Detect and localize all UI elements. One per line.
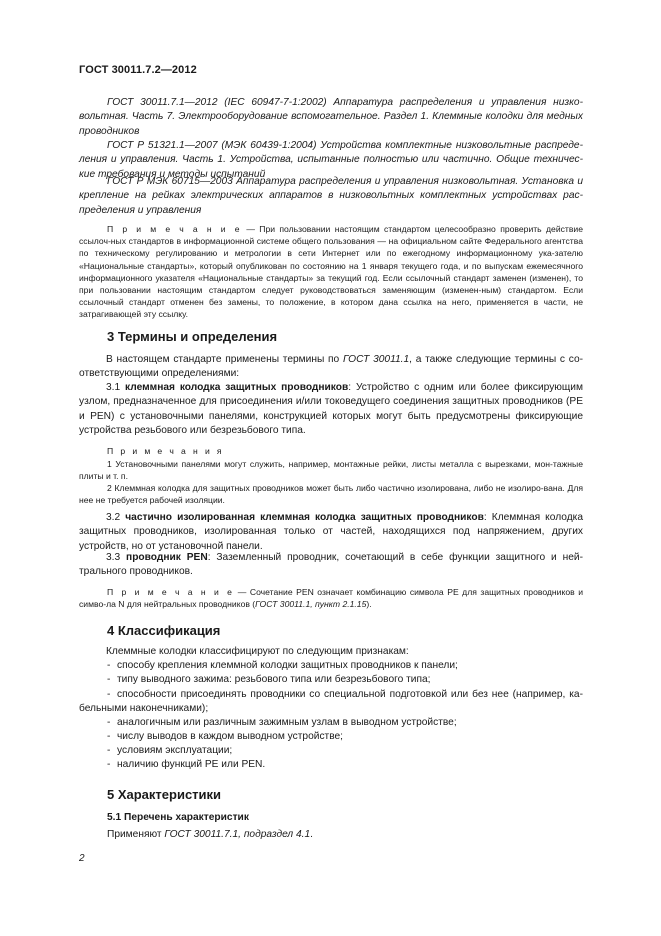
note-item: 2 Клеммная колодка для защитных проводников может быть либо частично изолирована, либо не изолиро-вана. Для нее не требуется рабочей изоляции. <box>79 483 583 506</box>
reference-item: ГОСТ Р 51321.1—2007 (МЭК 60439-1:2004) Устройства комплектные низковольтные распреде-ления и управления. Часть 1. Устройства, испытанные полностью или частично. Общие техничес-кие требования и методы испытаний <box>79 140 583 180</box>
term-name: проводник PEN <box>126 552 208 563</box>
note-text: ). <box>366 599 372 610</box>
reference-item: ГОСТ Р МЭК 60715—2003 Аппаратура распределения и управления низковольтная. Установка и крепление на рейках электрических аппаратов в низковольтных комплектных устройствах рас-пределения и управления <box>79 176 583 216</box>
note-paragraph <box>79 586 583 610</box>
list-item: способности присоединять проводники со специальной подготовкой или без нее (например, ка-бельными наконечниками); <box>79 689 583 715</box>
term-definition <box>79 381 583 438</box>
term-number: 3.2 <box>106 512 126 523</box>
bullet-marker: - <box>107 674 111 685</box>
subsection-text <box>107 828 583 842</box>
term-name: клеммная колодка защитных проводников <box>125 382 349 393</box>
notes-label <box>79 445 583 457</box>
reference-link: ГОСТ 30011.7.1, подраздел 4.1 <box>164 829 311 840</box>
term-number: 3.3 <box>106 552 127 563</box>
section-title: 4 Классификация <box>107 623 221 638</box>
term-text: : Заземленный проводник, сочетающий в себе функции защитного и ней-трального проводников. <box>79 552 583 578</box>
bullet-marker: - <box>107 660 111 671</box>
term-definition <box>79 551 583 580</box>
bullet-marker: - <box>107 745 111 756</box>
bullet-marker: - <box>107 689 111 700</box>
text: . <box>310 829 314 840</box>
section-intro: Клеммные колодки классифицируют по следующим признакам: <box>106 646 409 657</box>
note-label: П р и м е ч а н и е <box>107 224 242 234</box>
section-title: 5 Характеристики <box>107 787 222 802</box>
page-number: 2 <box>79 853 85 864</box>
note-label: П р и м е ч а н и е <box>107 587 235 597</box>
note-text: — При пользовании настоящим стандартом целесообразно проверить действие ссылоч-ных стандартов в информационной системе общего пользования — на официальном сайте Федерального агентства по техническому регулированию и метрологии в сети Интернет или по ежегодному информационному ука-зателю «Национальные стандарты», который опубликован по состоянию на 1 января текущего года, и по выпускам ежемесячного информационного указателя «Национальные стандарты» за текущий год. Если ссылочный стандарт заменен (изменен), то при пользовании настоящим стандартом следует руководствоваться заменяющим (изменен-ным) стандартом. Если ссылочный стандарт отменен без замены, то положение, в котором дана ссылка на него, применяется в части, не затрагивающей эту ссылку. <box>79 224 583 320</box>
section-title: 3 Термины и определения <box>107 329 278 344</box>
bullet-marker: - <box>107 759 111 770</box>
note-item: 1 Установочными панелями могут служить, например, монтажные рейки, листы металла с вырезками, мон-тажные плиты и т. п. <box>79 459 583 482</box>
subsection-title: 5.1 Перечень характеристик <box>107 812 249 823</box>
reference-item: ГОСТ 30011.7.1—2012 (IEC 60947-7-1:2002) Аппаратура распределения и управления низко-вольтная. Часть 7. Электрооборудование вспомогательное. Раздел 1. Клеммные колодки для медных проводников <box>79 97 583 137</box>
list-item: наличию функций PE или PEN. <box>117 759 266 770</box>
list-item: числу выводов в каждом выводном устройстве; <box>117 731 343 742</box>
list-item: способу крепления клеммной колодки защитных проводников к панели; <box>117 660 458 671</box>
list-item: условиям эксплуатации; <box>117 745 233 756</box>
term-definition <box>79 511 583 554</box>
list-item: типу выводного зажима: резьбового типа или безрезьбового типа; <box>117 674 431 685</box>
section-intro <box>79 353 583 382</box>
term-text: : Клеммная колодка защитных проводников, изолированная только от частей, находящихся под напряжением, других устройств, но от установочной панели. <box>79 512 583 552</box>
term-text: : Устройство с одним или более фиксирующим узлом, предназначенное для присоединения и/или токоведущего соединения защитных проводников (PE и PEN) с установочными панелями, конструкцией которых могут быть предусмотрены фиксирующие устройства резьбового или безрезьбового типа. <box>79 382 584 436</box>
notes-label-text: П р и м е ч а н и я <box>107 446 224 456</box>
reference-link: ГОСТ 30011.1 <box>342 354 410 365</box>
text: Применяют <box>107 829 165 840</box>
reference-link: ГОСТ 30011.1, пункт 2.1.15 <box>255 599 367 610</box>
list-item: аналогичным или различным зажимным узлам в выводном устройстве; <box>117 717 457 728</box>
bullet-marker: - <box>107 717 111 728</box>
document-header: ГОСТ 30011.7.2—2012 <box>79 64 197 76</box>
note-text: — Сочетание PEN означает комбинацию символа PE для защитных проводников и симво-ла N для нейтральных проводников ( <box>79 587 583 610</box>
term-number: 3.1 <box>106 382 126 393</box>
term-name: частично изолированная клеммная колодка защитных проводников <box>125 512 484 523</box>
intro-text: , а также следующие термины с со-ответствующими определениями: <box>79 354 584 380</box>
intro-text: В настоящем стандарте применены термины по <box>106 354 343 365</box>
bullet-marker: - <box>107 731 111 742</box>
note-paragraph <box>79 223 583 321</box>
